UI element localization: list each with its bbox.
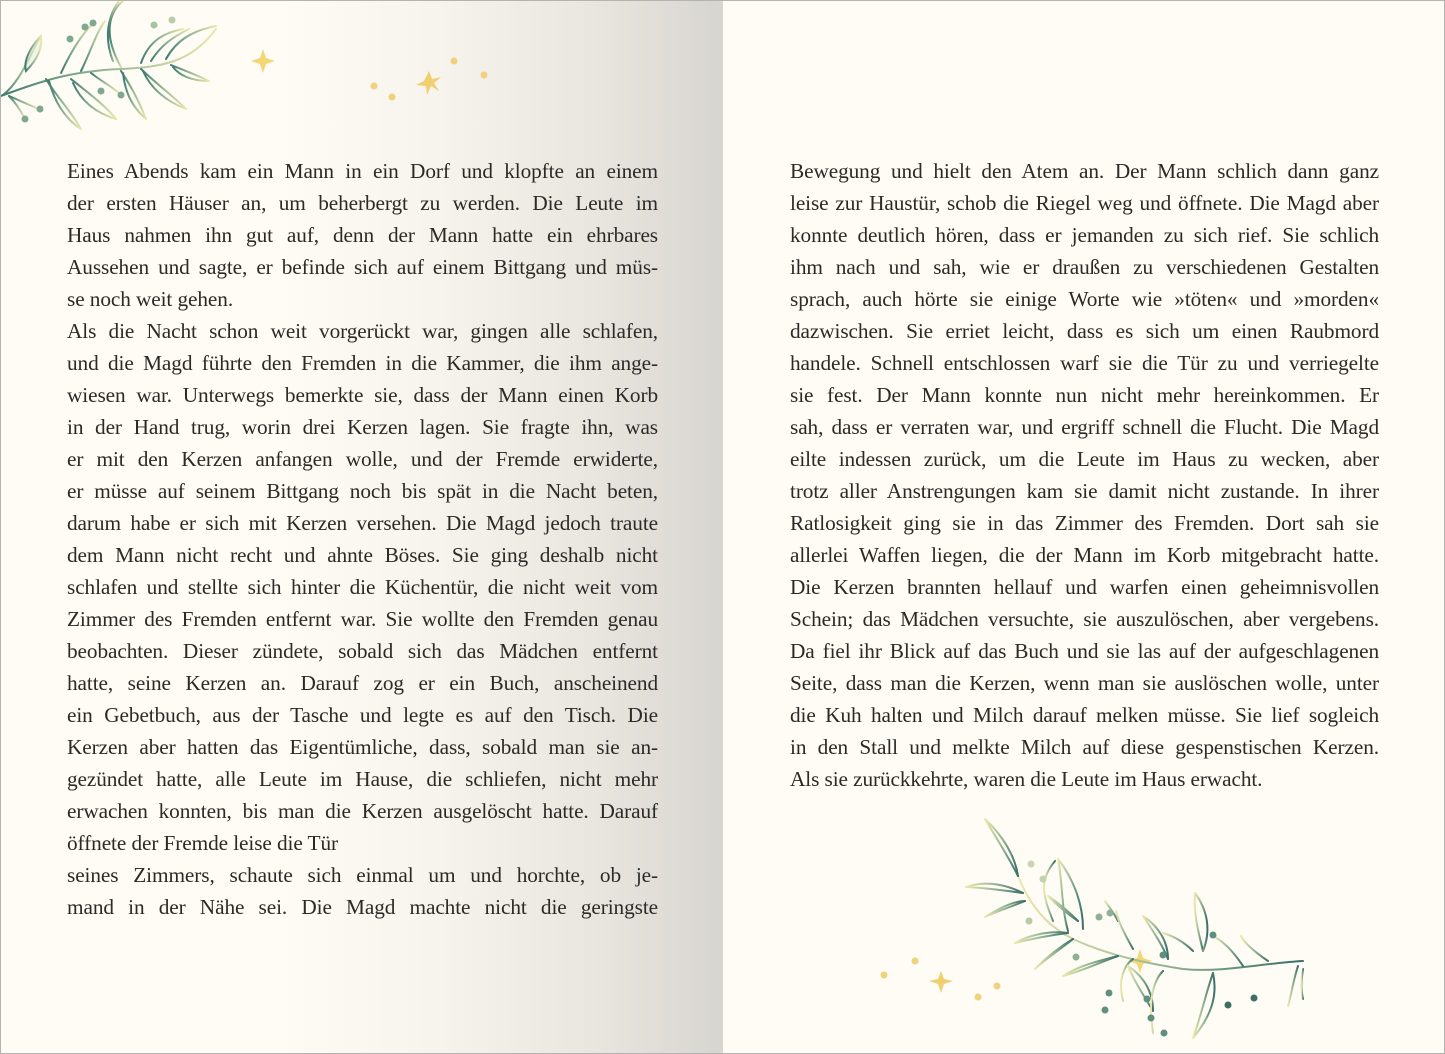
text-line: sprach, auch hörte sie einige Worte wie »töten« und »morden« [790,287,1379,311]
star-icons [251,49,488,101]
right-page-text [790,155,1379,795]
text-line: in den Stall und melkte Milch auf diese gespenstischen Kerzen. [790,735,1379,759]
burst-star-icon [929,971,953,993]
text-line: Zimmer des Fremden entfernt war. Sie wollte den Fremden genau [67,607,658,631]
text-line: Schein; das Mädchen versuchte, sie auszulöschen, aber vergebens. [790,607,1379,631]
text-line: er mit den Kerzen anfangen wolle, und der Fremde erwiderte, [67,447,658,471]
text-line: in der Hand trug, worin drei Kerzen lagen. Sie fragte ihn, was [67,415,658,439]
text-line: Aussehen und sagte, er befinde sich auf einem Bittgang und müs- [67,255,658,279]
text-line: öffnete der Fremde leise die Tür [67,831,338,855]
text-line: Eines Abends kam ein Mann in ein Dorf und klopfte an einem [67,159,658,183]
text-line: die Kuh halten und Milch darauf melken müsse. Sie lief sogleich [790,703,1379,727]
burst-star-icon [416,71,441,95]
text-line: darum habe er sich mit Kerzen versehen. Die Magd jedoch traute [67,511,658,535]
branch-icon [1,1,216,129]
text-line: schlafen und stellte sich hinter die Küchentür, die nicht weit vom [67,575,658,599]
text-line: erwachen konnten, bis man die Kerzen ausgelöscht hatte. Darauf [67,799,658,823]
text-line: leise zur Haustür, schob die Riegel weg und öffnete. Die Magd aber [790,191,1379,215]
text-line: der ersten Häuser an, um beherbergt zu werden. Die Leute im [67,191,658,215]
text-line: handele. Schnell entschlossen warf sie die Tür zu und verriegelte [790,351,1379,375]
text-line: ihm nach und sah, wie er draußen zu verschiedenen Gestalten [790,255,1379,279]
leafy-branch-ornament-bottom-right [861,801,1445,1054]
text-line: mand in der Nähe sei. Die Magd machte nicht die geringste [67,895,658,919]
leafy-branch-ornament-top-left [1,1,601,141]
text-line: Ratlosigkeit ging sie in das Zimmer des Fremden. Dort sah sie [790,511,1379,535]
text-line: trotz aller Anstrengungen kam sie damit nicht zustande. In ihrer [790,479,1379,503]
text-line: Als sie zurückkehrte, waren die Leute im Haus erwacht. [790,767,1263,791]
text-line: eilte indessen zurück, um die Leute im Haus zu wecken, aber [790,447,1379,471]
text-line: und die Magd führte den Fremden in die Kammer, die ihm ange- [67,351,658,375]
branch-icon [966,819,1303,1038]
text-line: dazwischen. Sie erriet leicht, dass es sich um einen Raubmord [790,319,1379,343]
text-line: seines Zimmers, schaute sich einmal um und horchte, ob je- [67,863,658,887]
text-line: gezündet hatte, alle Leute im Hause, die schliefen, nicht mehr [67,767,658,791]
text-line: beobachten. Dieser zündete, sobald sich das Mädchen entfernt [67,639,658,663]
text-line: ein Gebetbuch, aus der Tasche und legte es auf den Tisch. Die [67,703,658,727]
text-line: hatte, seine Kerzen an. Darauf zog er ein Buch, anscheinend [67,671,658,695]
text-line: er müsse auf seinem Bittgang noch bis spät in die Nacht beten, [67,479,658,503]
text-line: dem Mann nicht recht und ahnte Böses. Sie ging deshalb nicht [67,543,658,567]
text-line: sie fest. Der Mann konnte nun nicht mehr hereinkommen. Er [790,383,1379,407]
text-line: Kerzen aber hatten das Eigentümliche, dass, sobald man sie an- [67,735,658,759]
text-line: Haus nahmen ihn gut auf, denn der Mann hatte ein ehrbares [67,223,658,247]
text-line: allerlei Waffen liegen, die der Mann im Korb mitgebracht hatte. [790,543,1379,567]
text-line: Bewegung und hielt den Atem an. Der Mann schlich dann ganz [790,159,1379,183]
left-page [1,1,723,1053]
text-line: se noch weit gehen. [67,287,234,311]
sparkle-star-icon [251,49,275,73]
text-line: Seite, dass man die Kerzen, wenn man sie auslöschen wolle, unter [790,671,1379,695]
text-line: wiesen war. Unterwegs bemerkte sie, dass der Mann einen Korb [67,383,658,407]
text-line: Als die Nacht schon weit vorgerückt war, gingen alle schlafen, [67,319,658,343]
left-page-text [67,155,658,923]
text-line: Die Kerzen brannten hellauf und warfen einen geheimnisvollen [790,575,1379,599]
text-line: sah, dass er verraten war, und ergriff schnell die Flucht. Die Magd [790,415,1379,439]
text-line: Da fiel ihr Blick auf das Buch und sie las auf der aufgeschlagenen [790,639,1379,663]
right-page [723,1,1444,1053]
text-line: konnte deutlich hören, dass er jemanden zu sich rief. Sie schlich [790,223,1379,247]
